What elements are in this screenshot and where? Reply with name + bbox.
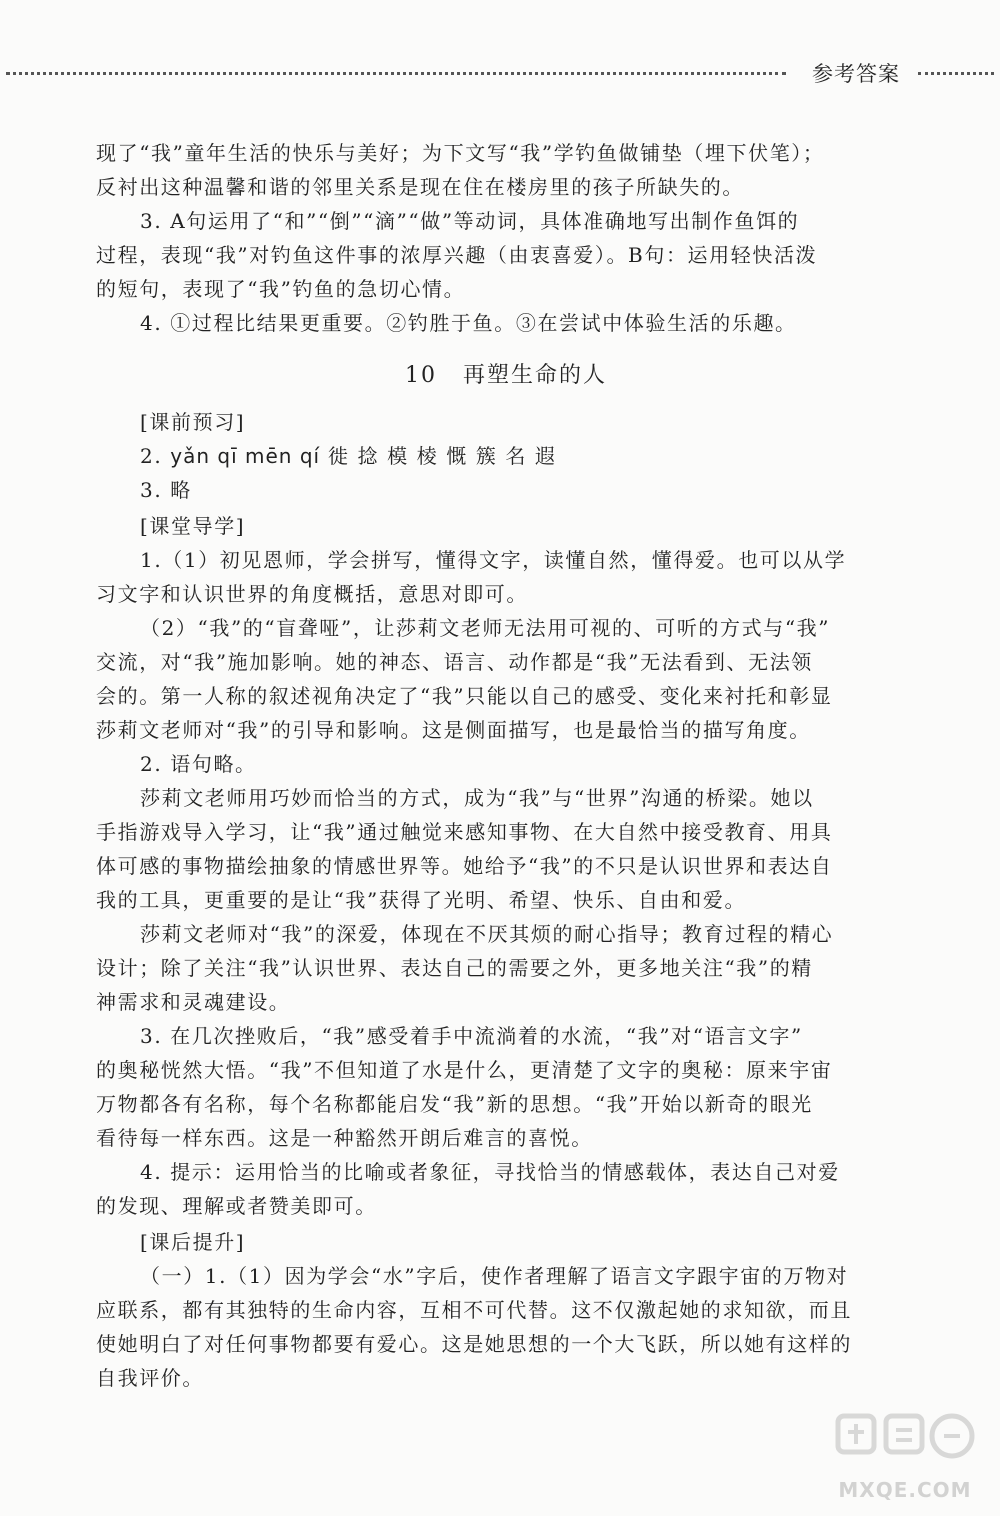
text-line: 3. A句运用了“和”“倒”“滴”“做”等动词，具体准确地写出制作鱼饵的 (140, 209, 800, 233)
text-line: 3. 略 (140, 478, 192, 502)
item-label: 2. (140, 444, 163, 468)
text-line: 我的工具，更重要的是让“我”获得了光明、希望、快乐、自由和爱。 (96, 888, 747, 912)
text-line: 莎莉文老师对“我”的深爱，体现在不厌其烦的耐心指导；教育过程的精心 (140, 922, 834, 946)
text-line: 莎莉文老师对“我”的引导和影响。这是侧面描写，也是最恰当的描写角度。 (96, 718, 811, 742)
text-line: 的奥秘恍然大悟。“我”不但知道了水是什么，更清楚了文字的奥秘：原来宇宙 (96, 1058, 833, 1082)
text-line: 3. 在几次挫败后，“我”感受着手中流淌着的水流，“我”对“语言文字” (140, 1024, 803, 1048)
text-line: 4. ①过程比结果更重要。②钓胜于鱼。③在尝试中体验生活的乐趣。 (140, 311, 797, 335)
page-header (0, 58, 1000, 88)
watermark-logo-icon (820, 1410, 990, 1480)
pinyin-text: yǎn qī mēn qí (170, 444, 321, 468)
text-line: 万物都各有名称，每个名称都能启发“我”新的思想。“我”开始以新奇的眼光 (96, 1092, 813, 1116)
text-line: 会的。第一人称的叙述视角决定了“我”只能以自己的感受、变化来衬托和彰显 (96, 684, 833, 708)
text-line: 使她明白了对任何事物都要有爱心。这是她思想的一个大飞跃，所以她有这样的 (96, 1332, 852, 1356)
text-line: 莎莉文老师用巧妙而恰当的方式，成为“我”与“世界”沟通的桥梁。她以 (140, 786, 814, 810)
characters-text: 徙 捻 模 棱 慨 簇 名 遐 (328, 444, 557, 468)
page-content (96, 136, 896, 1395)
text-line: 4. 提示：运用恰当的比喻或者象征，寻找恰当的情感载体，表达自己对爱 (140, 1160, 840, 1184)
text-line: 看待每一样东西。这是一种豁然开朗后难言的喜悦。 (96, 1126, 593, 1150)
text-line: （一）1.（1）因为学会“水”字后，使作者理解了语言文字跟宇宙的万物对 (140, 1264, 849, 1288)
text-line: 体可感的事物描绘抽象的情感世界等。她给予“我”的不只是认识世界和表达自 (96, 854, 833, 878)
text-line: 应联系，都有其独特的生命内容，互相不可代替。这不仅激起她的求知欲，而且 (96, 1298, 852, 1322)
text-line: 现了“我”童年生活的快乐与美好；为下文写“我”学钓鱼做铺垫（埋下伏笔）； (96, 141, 825, 165)
section-heading-classroom: [课堂导学] (140, 514, 246, 538)
section-heading-preview: [课前预习] (140, 410, 246, 434)
text-line: 2. 语句略。 (140, 752, 257, 776)
text-line (96, 439, 896, 473)
text-line: 反衬出这种温馨和谐的邻里关系是现在住在楼房里的孩子所缺失的。 (96, 175, 744, 199)
chapter-number: 10 (404, 363, 437, 388)
text-line: 的短句，表现了“我”钓鱼的急切心情。 (96, 277, 466, 301)
text-line: 神需求和灵魂建设。 (96, 990, 291, 1014)
text-line: 手指游戏导入学习，让“我”通过触觉来感知事物、在大自然中接受教育、用具 (96, 820, 833, 844)
text-line: 习文字和认识世界的角度概括，意思对即可。 (96, 582, 528, 606)
text-line: 1.（1）初见恩师，学会拼写，懂得文字，读懂自然，懂得爱。也可以从学 (140, 548, 847, 572)
text-line: 自我评价。 (96, 1366, 204, 1390)
watermark-text: MXQE.COM (838, 1478, 972, 1502)
header-dotted-rule-left (6, 72, 786, 75)
text-line: 设计；除了关注“我”认识世界、表达自己的需要之外，更多地关注“我”的精 (96, 956, 813, 980)
section-heading-after-class: [课后提升] (140, 1230, 246, 1254)
header-dotted-rule-right (918, 72, 994, 75)
header-title: 参考答案 (812, 62, 900, 86)
chapter-title (96, 358, 896, 389)
chapter-name: 再塑生命的人 (462, 363, 607, 388)
text-line: 交流，对“我”施加影响。她的神态、语言、动作都是“我”无法看到、无法领 (96, 650, 813, 674)
text-line: 过程，表现“我”对钓鱼这件事的浓厚兴趣（由衷喜爱）。B句：运用轻快活泼 (96, 243, 818, 267)
watermark-logo (820, 1410, 990, 1510)
text-line: （2）“我”的“盲聋哑”，让莎莉文老师无法用可视的、可听的方式与“我” (140, 616, 831, 640)
text-line: 的发现、理解或者赞美即可。 (96, 1194, 377, 1218)
